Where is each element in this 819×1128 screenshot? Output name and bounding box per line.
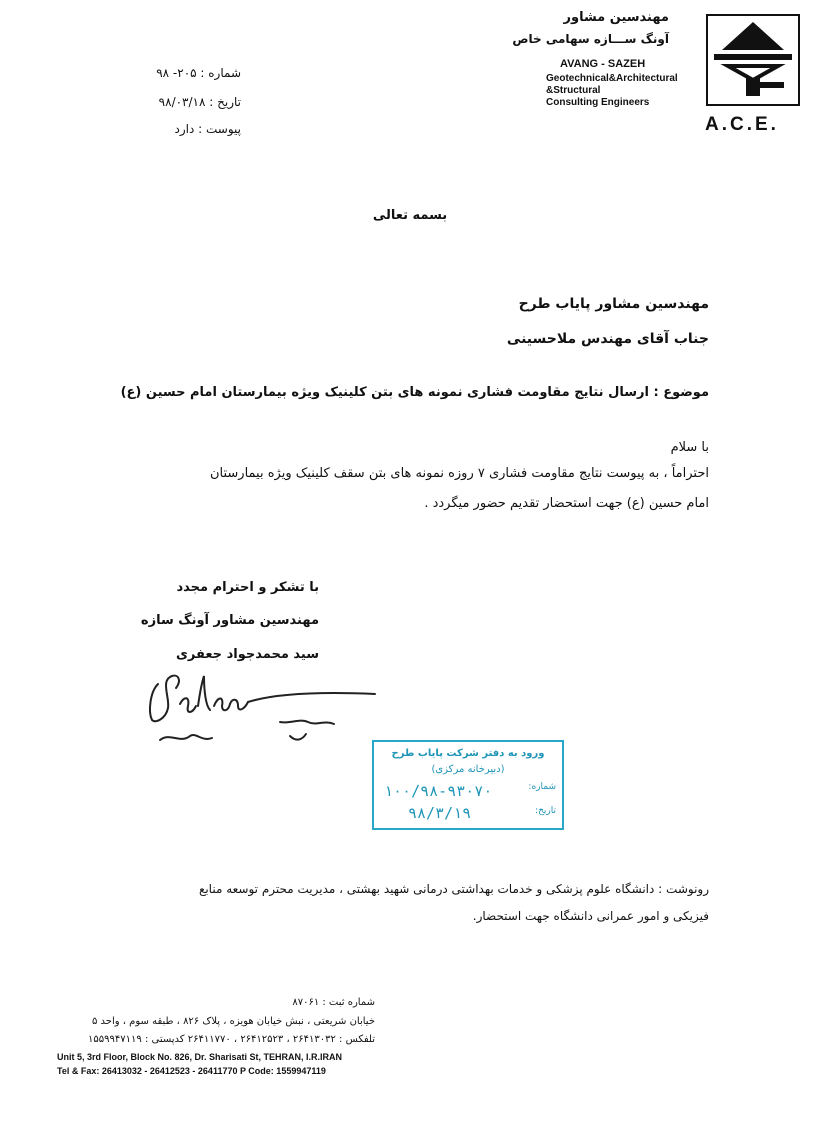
company-name-fa-line2: آونگ ســـازه سهامی خاص — [512, 32, 669, 46]
letter-date: تاریخ : ۹۸/۰۳/۱۸ — [158, 95, 241, 109]
contact-en: Tel & Fax: 26413032 - 26412523 - 26411770 P Code: 1559947119 — [57, 1066, 326, 1076]
closing-phrase: با تشکر و احترام مجدد — [176, 580, 319, 595]
company-desc-line: Consulting Engineers — [546, 97, 650, 108]
greeting: با سلام — [670, 440, 709, 455]
company-name-en: AVANG - SAZEH — [560, 58, 646, 70]
stamp-subtitle: (دبیرخانه مرکزی) — [431, 764, 505, 775]
company-logo-icon — [706, 14, 800, 106]
body-paragraph-line: امام حسین (ع) جهت استحضار تقدیم حضور میگردد . — [424, 496, 709, 511]
letter-subject: موضوع : ارسال نتایج مقاومت فشاری نمونه های بتن کلینیک ویژه بیمارستان امام حسین (ع) — [120, 385, 709, 400]
contact-fa: تلفکس : ۲۶۴۱۳۰۳۲ ، ۲۶۴۱۲۵۲۳ ، ۲۶۴۱۱۷۷۰ کدپستی : ۱۵۵۹۹۴۷۱۱۹ — [88, 1034, 375, 1045]
company-description-en — [546, 73, 721, 109]
handwritten-signature — [130, 662, 380, 762]
receipt-stamp — [372, 740, 564, 830]
address-en: Unit 5, 3rd Floor, Block No. 826, Dr. Sharisati St, TEHRAN, I.R.IRAN — [57, 1052, 343, 1062]
stamp-number-label: شماره: — [528, 782, 556, 792]
body-paragraph-line: احتراماً ، به پیوست نتایج مقاومت فشاری ۷ روزه نمونه های بتن سقف کلینیک ویژه بیمارستان — [209, 466, 709, 481]
address-fa: خیابان شریعتی ، نبش خیابان هویزه ، پلاک ۸۲۶ ، طبقه سوم ، واحد ۵ — [91, 1016, 375, 1027]
registration-number: شماره ثبت : ۸۷۰۶۱ — [292, 997, 375, 1008]
cc-line: رونوشت : دانشگاه علوم پزشکی و خدمات بهداشتی درمانی شهید بهشتی ، مدیریت محترم توسعه منابع — [198, 882, 709, 896]
signer-name: سید محمدجواد جعفری — [175, 647, 319, 662]
stamp-title: ورود به دفتر شرکت پایاب طرح — [391, 748, 545, 759]
letter-number: شماره : ۲۰۵- ۹۸ — [156, 66, 241, 80]
logo-graphic — [708, 16, 798, 104]
letter-attachment: پیوست : دارد — [174, 122, 241, 136]
company-logo-abbr: A.C.E. — [705, 114, 779, 135]
stamp-date-label: تاریخ: — [535, 806, 556, 816]
stamp-number: ۱۰۰/۹۸-۹۳۰۷۰ — [384, 782, 493, 800]
basmala-heading: بسمه تعالی — [372, 208, 448, 223]
signer-company: مهندسین مشاور آونگ سازه — [140, 613, 319, 628]
company-desc-line: Geotechnical&Architectural — [546, 73, 678, 84]
recipient-person: جناب آقای مهندس ملاحسینی — [506, 331, 709, 347]
stamp-date: ۹۸/۳/۱۹ — [408, 804, 472, 822]
recipient-company: مهندسین مشاور پایاب طرح — [518, 296, 709, 312]
cc-line: فیزیکی و امور عمرانی دانشگاه جهت استحضار. — [472, 909, 709, 923]
company-name-fa: مهندسین مشاور — [563, 10, 669, 25]
company-desc-line: &Structural — [546, 85, 601, 96]
